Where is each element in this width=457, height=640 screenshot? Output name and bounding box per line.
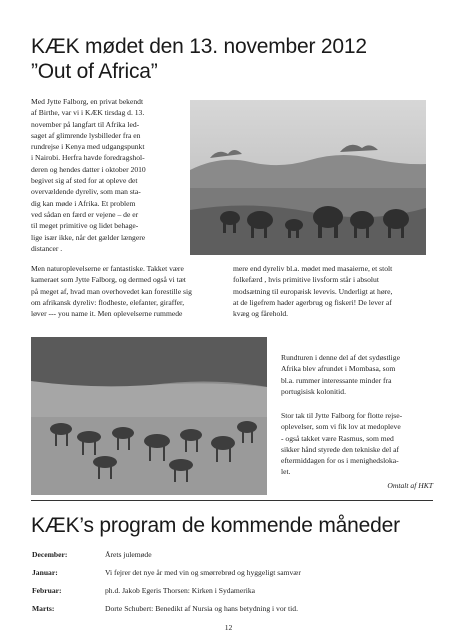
paragraph-route <box>281 352 433 397</box>
intro-line: ved sådan en færd er vejene – de er <box>31 209 139 219</box>
paragraph-route-line: portugisisk kolonitid. <box>281 386 346 396</box>
program-row-label: Februar: <box>32 586 62 595</box>
column-left-line: kameraet som Jytte Falborg, og dermed også vi tæt <box>31 275 186 285</box>
column-right-line: mere end dyreliv bl.a. mødet med masaierne, et stolt <box>233 264 393 273</box>
intro-line: i Nairobi. Herfra havde foredragshol- <box>31 153 145 163</box>
column-right-line: kvæg og fårehold. <box>233 309 289 319</box>
paragraph-thanks-line: sikker hånd styrede den tekniske del af <box>281 444 400 454</box>
intro-line: november på langfart til Afrika led- <box>31 119 140 129</box>
page-number: 12 <box>224 623 233 632</box>
intro-line: overvældende dyreliv, som man sta- <box>31 187 141 197</box>
elephants-photo <box>190 100 426 255</box>
program-row-text: Vi fejrer det nye år med vin og smørrebrød og hyggeligt samvær <box>105 568 301 577</box>
paragraph-thanks-line: oplevelser, som vi fik lov at medopleve <box>281 422 401 432</box>
column-right-line: at de ligefrem hader agerbrug og fiskeri! De lever af <box>233 297 392 307</box>
intro-line: distancer . <box>31 243 63 253</box>
column-left <box>31 263 224 319</box>
program-row-label: December: <box>32 550 68 559</box>
column-right-line: modsætning til europæisk levevis. Underligt at høre, <box>233 286 393 296</box>
elephants-image <box>190 100 426 255</box>
intro-line: lige især ikke, når det gælder længere <box>31 232 146 242</box>
paragraph-thanks-line: - også takket være Rasmus, som med <box>281 433 394 443</box>
intro-line: til meget primitive og lidet behage- <box>31 221 139 231</box>
program-row-text: Dorte Schubert: Benedikt af Nursia og hans betydning i vor tid. <box>105 604 298 613</box>
program-title: KÆK’s program de kommende måneder <box>31 514 400 537</box>
program-row-label: Marts: <box>32 604 55 613</box>
column-left-line: Men naturoplevelserne er fantastiske. Takket være <box>31 264 184 273</box>
paragraph-route-line: bl.a. rummer interessante minder fra <box>281 375 392 385</box>
article-title-line1: KÆK mødet den 13. november 2012 <box>31 35 367 58</box>
column-left-line: om afrikansk dyreliv: flodheste, elefanter, giraffer, <box>31 297 185 307</box>
intro-line: deren og hendes datter i oktober 2010 <box>31 164 146 174</box>
paragraph-thanks-line: let. <box>281 467 291 477</box>
intro-line: begivet sig af sted for at opleve det <box>31 176 138 186</box>
paragraph-thanks <box>281 410 433 478</box>
program-row-text: Årets julemøde <box>105 550 152 559</box>
antelopes-image <box>31 337 267 495</box>
paragraph-thanks-line: eftermiddagen for os i menighedsloka- <box>281 456 399 466</box>
article-title <box>31 34 431 84</box>
section-divider <box>31 500 433 501</box>
column-left-line: på meget af, hvad man overhovedet kan forestille sig <box>31 286 192 296</box>
intro-line: Med Jytte Falborg, en privat bekendt <box>31 97 144 106</box>
intro-line: af Birthe, var vi i KÆK tirsdag d. 13. <box>31 108 145 118</box>
column-right-line: folkefærd , hvis primitive livsform står i absolut <box>233 275 379 285</box>
program-row-label: Januar: <box>32 568 58 577</box>
program-row-text: ph.d. Jakob Egeris Thorsen: Kirken i Sydamerika <box>105 586 256 595</box>
paragraph-route-line: Afrika blev afrundet i Mombasa, som <box>281 364 396 374</box>
paragraph-route-line: Rundturen i denne del af det sydøstlige <box>281 353 400 362</box>
intro-line: saget af glimrende lysbilleder fra en <box>31 130 141 140</box>
article-signature: Omtalt af HKT <box>387 481 433 490</box>
column-left-line: løver --- you name it. Men oplevelserne rummede <box>31 309 183 319</box>
article-title-line2: ”Out of Africa” <box>31 60 158 83</box>
antelopes-photo <box>31 337 267 495</box>
column-right <box>233 263 433 319</box>
paragraph-thanks-line: Stor tak til Jytte Falborg for flotte rejse- <box>281 411 403 420</box>
intro-paragraph <box>31 96 181 254</box>
intro-line: rundrejse i Kenya med udgangspunkt <box>31 142 145 152</box>
intro-line: dig kan møde i Afrika. Et problem <box>31 198 136 208</box>
